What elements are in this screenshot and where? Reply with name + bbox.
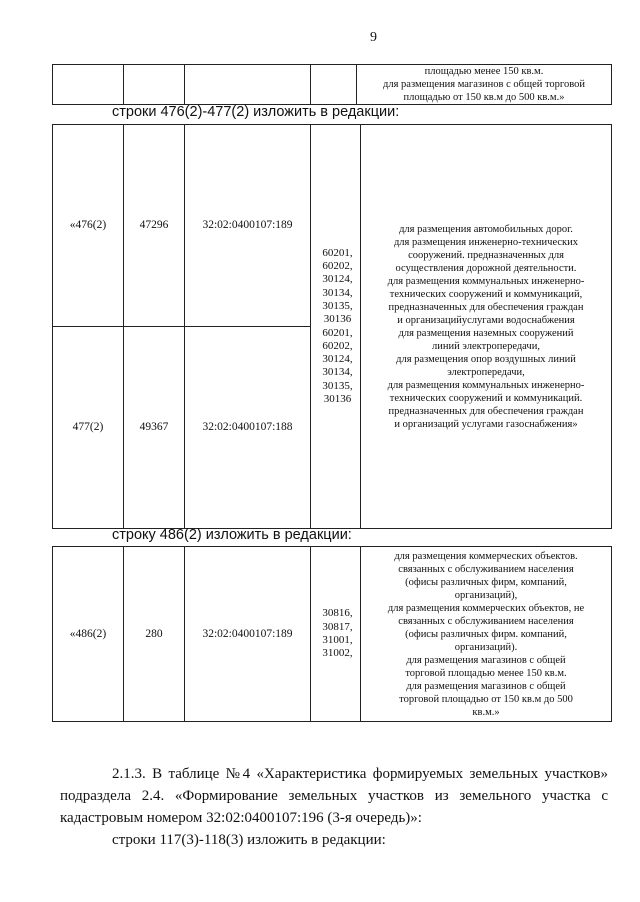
usage-description: [361, 125, 612, 529]
description-line: кв.м.»: [472, 706, 500, 718]
description-line: торговой площадью менее 150 кв.м.: [405, 667, 567, 679]
cadastral-number: 32:02:0400107:188: [185, 327, 311, 529]
description-line: осуществления дорожной деятельности.: [395, 262, 577, 274]
code: 60202,: [322, 339, 353, 352]
description-line: для размещения магазинов с общей: [406, 680, 566, 692]
codes-cell: [311, 125, 361, 529]
page-number: 9: [370, 30, 377, 45]
code: 60201,: [322, 326, 353, 339]
table-row-486: [52, 546, 612, 722]
description-line: для размещения автомобильных дорог.: [399, 223, 573, 235]
description-line: для размещения коммерческих объектов.: [394, 550, 578, 562]
description-line: для размещения коммунальных инженерно-: [387, 379, 585, 391]
description-line: для размещения магазинов с общей торговой: [383, 79, 585, 90]
description-line: и организацийуслугами водоснабжения: [397, 314, 575, 326]
description-line: (офисы различных фирм. компаний,: [405, 628, 567, 640]
area-cell: 49367: [124, 327, 185, 529]
code: 30135,: [322, 379, 353, 392]
description-line: площадью менее 150 кв.м.: [424, 66, 544, 77]
description-line: технических сооружений и коммуникаций.: [389, 392, 583, 404]
description-line: предназначенных для обеспечения граждан: [388, 405, 584, 417]
paragraph-line: строки 117(3)-118(3) изложить в редакции:: [112, 832, 386, 848]
code: 30136: [323, 392, 352, 405]
codes-cell: [311, 547, 361, 722]
description-line: связанных с обслуживанием населения: [398, 615, 574, 627]
description-line: электропередачи,: [447, 366, 525, 378]
description-line: сооружений. предназначенных для: [408, 249, 564, 261]
code: 30135,: [322, 299, 353, 312]
code: 30134,: [322, 366, 353, 379]
description-line: для размещения инженерно-технических: [393, 236, 579, 248]
code: 60202,: [322, 260, 353, 273]
cadastral-number: 32:02:0400107:189: [185, 125, 311, 327]
description-line: (офисы различных фирм, компаний,: [405, 576, 567, 588]
paragraph-line: подраздела 2.4. «Формирование земельных участков из земельного участка с: [60, 788, 608, 804]
description-line: линий электропередачи,: [432, 340, 540, 352]
code: 30124,: [322, 273, 353, 286]
description-line: организаций),: [454, 589, 518, 601]
code: 30134,: [322, 286, 353, 299]
paragraph-line: кадастровым номером 32:02:0400107:196 (3-я очередь)»:: [60, 810, 422, 826]
top-table: [52, 64, 612, 105]
cadastral-number: 32:02:0400107:189: [185, 547, 311, 722]
code: 30124,: [322, 353, 353, 366]
top-table-cell-cadastral: [185, 65, 311, 105]
description-line: для размещения опор воздушных линий: [396, 353, 576, 365]
description-line: организаций).: [454, 641, 518, 653]
paragraph-line: 2.1.3. В таблице №4 «Характеристика формируемых земельных участков»: [112, 766, 608, 782]
description-line: технических сооружений и коммуникаций,: [389, 288, 583, 300]
top-table-description: [357, 65, 612, 105]
paragraph-2-1-3: [60, 763, 608, 851]
code: 30816,: [322, 607, 353, 620]
row-number: 477(2): [53, 327, 124, 529]
section-heading-2: строку 486(2) изложить в редакции:: [112, 527, 352, 543]
code: 30136: [323, 313, 352, 326]
code: 30817,: [322, 620, 353, 633]
area-cell: 47296: [124, 125, 185, 327]
code: 31001,: [322, 634, 353, 646]
code: 31002,: [322, 647, 353, 660]
description-line: для размещения магазинов с общей: [406, 654, 566, 666]
description-line: и организаций услугами газоснабжения»: [394, 418, 578, 430]
description-line: торговой площадью от 150 кв.м до 500: [399, 693, 573, 705]
description-line: предназначенных для обеспечения граждан: [388, 301, 584, 313]
description-line: для размещения коммунальных инженерно-: [387, 275, 585, 287]
row-number: «476(2): [53, 125, 124, 327]
description-line: для размещения коммерческих объектов, не: [387, 602, 585, 614]
description-line: связанных с обслуживанием населения: [398, 563, 574, 575]
top-table-cell-area: [124, 65, 185, 105]
usage-description: [361, 547, 612, 722]
top-table-cell-codes: [311, 65, 357, 105]
top-table-cell-num: [53, 65, 124, 105]
code: 60201,: [322, 246, 353, 259]
area-cell: 280: [124, 547, 185, 722]
description-line: для размещения наземных сооружений: [398, 327, 574, 339]
description-line: площадью от 150 кв.м до 500 кв.м.»: [403, 92, 565, 103]
section-heading-1: строки 476(2)-477(2) изложить в редакции:: [112, 104, 400, 120]
table-rows-476-477: [52, 124, 612, 529]
row-number: «486(2): [53, 547, 124, 722]
